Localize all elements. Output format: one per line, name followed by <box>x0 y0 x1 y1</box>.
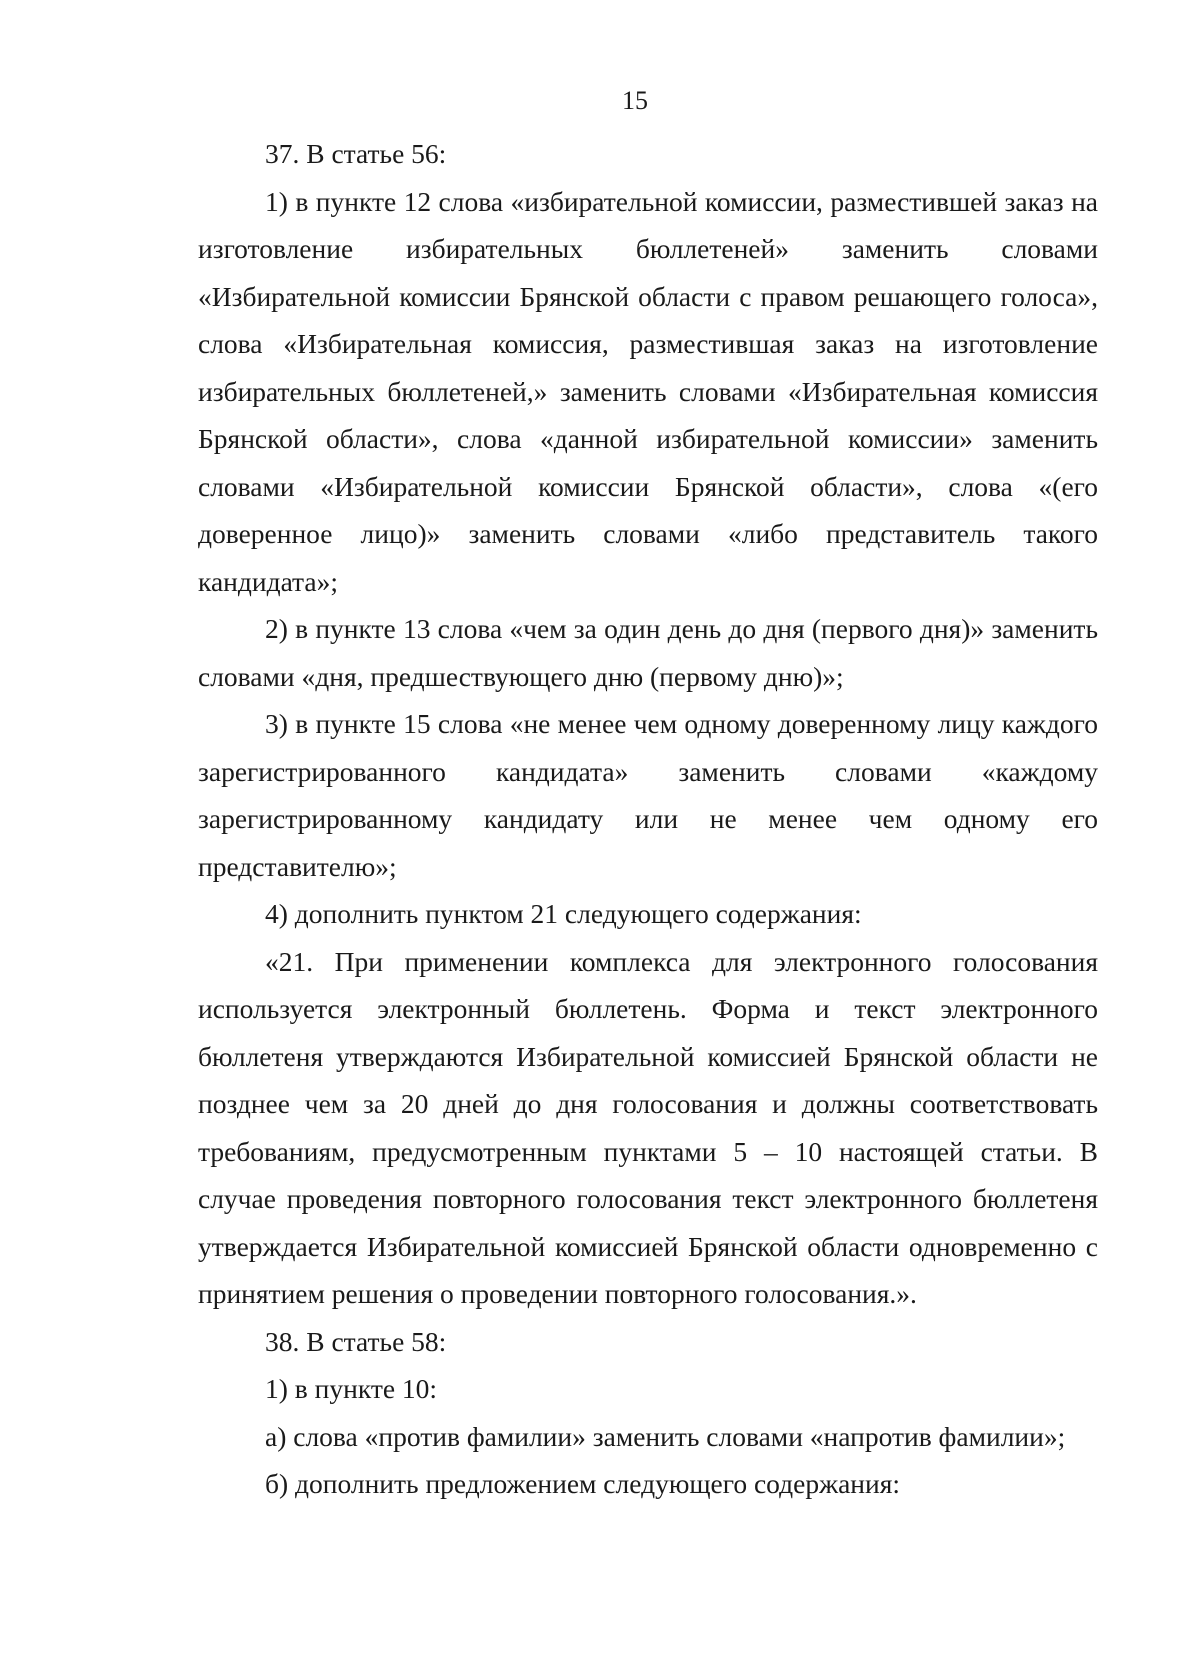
article-37-item-1: 1) в пункте 12 слова «избирательной комиссии, разместившей заказ на изготовление избирательных бюллетеней» заменить словами «Избирательной комиссии Брянской области с правом решающего голоса», слова «Избирательная комиссия, разместившая заказ на изготовление избирательных бюллетеней,» заменить словами «Избирательная комиссия Брянской области», слова «данной избирательной комиссии» заменить словами «Избирательной комиссии Брянской области», слова «(его доверенное лицо)» заменить словами «либо представитель такого кандидата»; <box>198 185 1098 597</box>
article-38-heading: 38. В статье 58: <box>265 1325 447 1357</box>
article-37-heading: 37. В статье 56: <box>265 138 447 169</box>
article-37-item-4-text: «21. При применении комплекса для электронного голосования используется электронный бюллетень. Форма и текст электронного бюллетеня утверждаются Избирательной комиссией Брянской области не позднее чем за 20 дней до дня голосования и должны соответствовать требованиям, предусмотренным пунктами 5 – 10 настоящей статьи. В случае проведения повторного голосования текст электронного бюллетеня утверждается Избирательной комиссией Брянской области одновременно с принятием решения о проведении повторного голосования.». <box>198 945 1098 1309</box>
article-38-item-1-a: а) слова «против фамилии» заменить словами «напротив фамилии»; <box>265 1420 1066 1452</box>
article-37-item-2: 2) в пункте 13 слова «чем за один день до дня (первого дня)» заменить словами «дня, предшествующего дню (первому дню)»; <box>198 613 1098 692</box>
article-37-item-3: 3) в пункте 15 слова «не менее чем одному доверенному лицу каждого зарегистрированного кандидата» заменить словами «каждому зарегистрированному кандидату или не менее чем одному его представителю»; <box>198 708 1098 882</box>
page-number: 15 <box>622 86 648 115</box>
article-38-item-1-b: б) дополнить предложением следующего содержания: <box>265 1468 901 1499</box>
article-38-item-1: 1) в пункте 10: <box>265 1373 438 1404</box>
document-body <box>198 130 1098 1508</box>
article-37-item-4: 4) дополнить пунктом 21 следующего содержания: <box>265 898 862 929</box>
